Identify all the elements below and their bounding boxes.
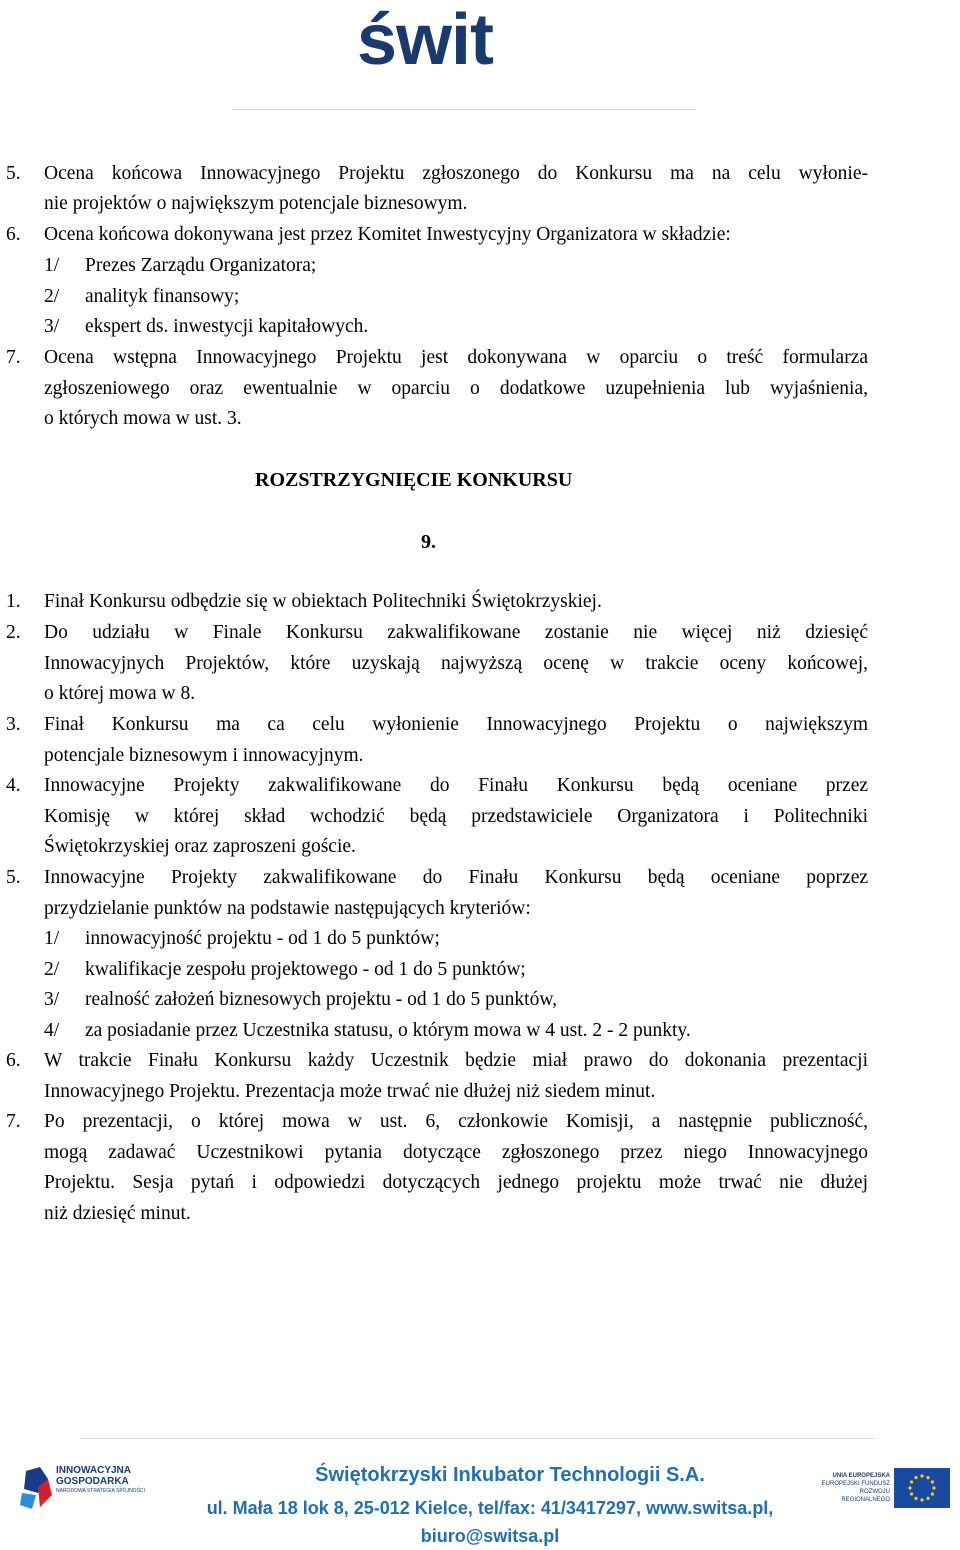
- item-number: 1.: [6, 591, 21, 612]
- paragraph-line: potencjale biznesowym i innowacyjnym.: [44, 745, 364, 766]
- subitem-text: kwalifikacje zespołu projektowego - od 1 do 5 punktów;: [85, 959, 526, 980]
- paragraph-line: Innowacyjnego Projektu. Prezentacja może trwać nie dłużej niż siedem minut.: [44, 1081, 656, 1102]
- swit-logo: [0, 0, 960, 100]
- paragraph-line: nie projektów o największym potencjale biznesowym.: [44, 193, 468, 214]
- paragraph-line: Innowacyjne Projekty zakwalifikowane do Finału Konkursu będą oceniane przez: [44, 775, 868, 796]
- eu-line2: EUROPEJSKI FUNDUSZ: [821, 1481, 890, 1487]
- paragraph-line: o których mowa w ust. 3.: [44, 408, 242, 429]
- subitem-number: 1/: [44, 928, 60, 949]
- header-divider: [232, 109, 696, 110]
- paragraph-line: przydzielanie punktów na podstawie następujących kryteriów:: [44, 898, 531, 919]
- subitem-number: 2/: [44, 286, 60, 307]
- subitem-number: 1/: [44, 255, 60, 276]
- eu-logo: [812, 1462, 952, 1514]
- item-number: 6.: [6, 224, 21, 245]
- subitem-text: za posiadanie przez Uczestnika statusu, o którym mowa w 4 ust. 2 - 2 punkty.: [85, 1020, 691, 1041]
- subitem-text: realność założeń biznesowych projektu - od 1 do 5 punktów,: [85, 989, 558, 1010]
- organization-name: Świętokrzyski Inkubator Technologii S.A.: [315, 1464, 705, 1486]
- subitem-text: analityk finansowy;: [85, 286, 240, 307]
- ig-line2: GOSPODARKA: [56, 1476, 129, 1487]
- section-number: 9.: [421, 531, 436, 553]
- footer-organization: [190, 1462, 790, 1550]
- paragraph-line: zgłoszeniowego oraz ewentualnie w oparciu o dodatkowe uzupełnienia lub wyjaśnienia,: [44, 378, 868, 399]
- paragraph-line: Finał Konkursu ma ca celu wyłonienie Innowacyjnego Projektu o największym: [44, 714, 868, 735]
- logo-text: świt: [357, 0, 494, 80]
- item-number: 5.: [6, 867, 21, 888]
- paragraph-line: Ocena końcowa Innowacyjnego Projektu zgłoszonego do Konkursu ma na celu wyłonie-: [44, 163, 868, 184]
- item-number: 3.: [6, 714, 21, 735]
- footer-divider: [80, 1438, 875, 1439]
- item-number: 5.: [6, 163, 21, 184]
- paragraph-line: Finał Konkursu odbędzie się w obiektach Politechniki Świętokrzyskiej.: [44, 591, 602, 612]
- paragraph-line: Projektu. Sesja pytań i odpowiedzi dotyczących jednego projektu może trwać nie dłużej: [44, 1172, 868, 1193]
- subitem-text: ekspert ds. inwestycji kapitałowych.: [85, 316, 369, 337]
- innowacyjna-gospodarka-logo: [18, 1465, 158, 1515]
- ig-line3: NARODOWA STRATEGIA SPÓJNOŚCI: [56, 1488, 145, 1494]
- section-heading: ROZSTRZYGNIĘCIE KONKURSU: [255, 469, 573, 491]
- paragraph-line: Ocena końcowa dokonywana jest przez Komitet Inwestycyjny Organizatora w składzie:: [44, 224, 731, 245]
- subitem-text: innowacyjność projektu - od 1 do 5 punktów;: [85, 928, 440, 949]
- eu-line3: ROZWOJU REGIONALNEGO: [841, 1489, 890, 1503]
- subitem-number: 2/: [44, 959, 60, 980]
- item-number: 6.: [6, 1050, 21, 1071]
- item-number: 7.: [6, 1111, 21, 1132]
- item-number: 4.: [6, 775, 21, 796]
- paragraph-line: Świętokrzyskiej oraz zaproszeni goście.: [44, 836, 356, 857]
- subitem-text: Prezes Zarządu Organizatora;: [85, 255, 317, 276]
- eu-line1: UNIA EUROPEJSKA: [832, 1473, 890, 1479]
- paragraph-line: Komisję w której skład wchodzić będą przedstawiciele Organizatora i Politechniki: [44, 806, 868, 827]
- paragraph-line: Innowacyjnych Projektów, które uzyskają najwyższą ocenę w trakcie oceny końcowej,: [44, 653, 868, 674]
- paragraph-line: Ocena wstępna Innowacyjnego Projektu jest dokonywana w oparciu o treść formularza: [44, 347, 868, 368]
- paragraph-line: W trakcie Finału Konkursu każdy Uczestnik będzie miał prawo do dokonania prezentacji: [44, 1050, 868, 1071]
- item-number: 7.: [6, 347, 21, 368]
- paragraph-line: Do udziału w Finale Konkursu zakwalifikowane zostanie nie więcej niż dziesięć: [44, 622, 868, 643]
- paragraph-line: Po prezentacji, o której mowa w ust. 6, członkowie Komisji, a następnie publiczność,: [44, 1111, 868, 1132]
- paragraph-line: niż dziesięć minut.: [44, 1203, 191, 1224]
- subitem-number: 3/: [44, 316, 60, 337]
- item-number: 2.: [6, 622, 21, 643]
- organization-contact: ul. Mała 18 lok 8, 25-012 Kielce, tel/fax: 41/3417297, www.switsa.pl, biuro@switsa.pl: [206, 1498, 774, 1546]
- subitem-number: 4/: [44, 1020, 60, 1041]
- eu-flag-icon: [894, 1468, 950, 1508]
- ig-line1: INNOWACYJNA: [56, 1465, 132, 1476]
- paragraph-line: mogą zadawać Uczestnikowi pytania dotyczące zgłoszonego przez niego Innowacyjnego: [44, 1142, 868, 1163]
- paragraph-line: o której mowa w 8.: [44, 683, 196, 704]
- paragraph-line: Innowacyjne Projekty zakwalifikowane do Finału Konkursu będą oceniane poprzez: [44, 867, 868, 888]
- subitem-number: 3/: [44, 989, 60, 1010]
